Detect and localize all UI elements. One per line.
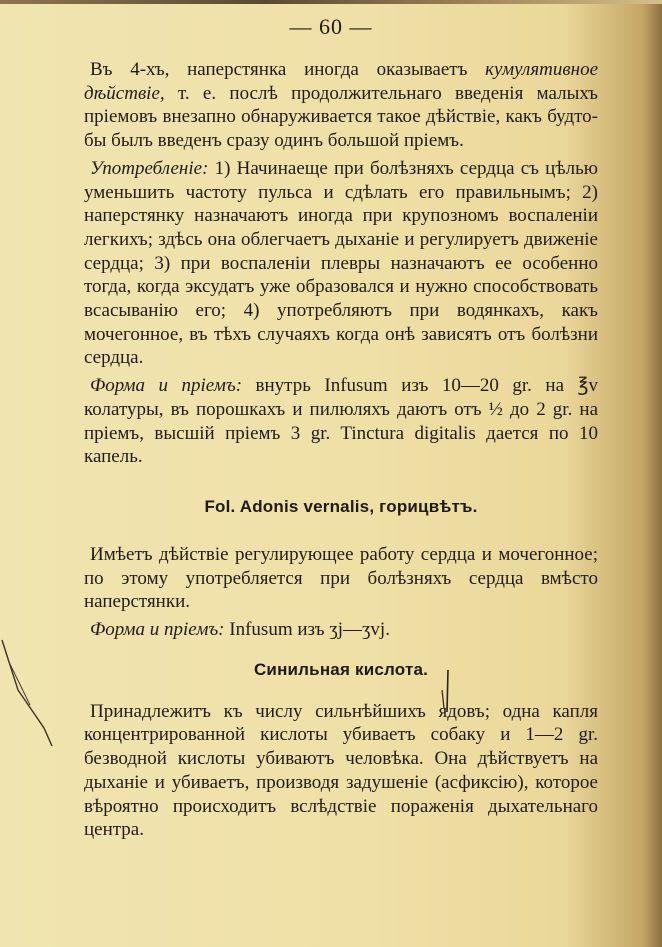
- page-body: [84, 58, 598, 846]
- section-heading-prussic-acid: Синильная кислота.: [253, 659, 429, 679]
- top-edge-rule: [0, 0, 662, 4]
- emphasis-term: кумулятивное дѣйствіе,: [84, 59, 598, 104]
- dosage-label: Форма и пріемъ:: [90, 375, 243, 397]
- paragraph-text: т. е. послѣ продолжительнаго введенія малыхъ пріемовъ внезапно обнаруживается такое дѣйствіе, какъ будто-бы былъ введенъ сразу одинъ большой пріемъ.: [84, 82, 598, 152]
- paragraph-adonis-action: Имѣетъ дѣйствіе регулирующее работу сердца и мочегонное; по этому употребляется при болѣзняхъ сердца вмѣсто наперстянки.: [84, 543, 598, 613]
- section-heading-adonis: Fol. Adonis vernalis, горицвѣтъ.: [204, 496, 478, 516]
- paragraph-adonis-dosage: [84, 618, 598, 642]
- dosage-label: Форма и пріемъ:: [90, 619, 225, 641]
- paragraph-text: Infusum изъ ʒj—ʒvj.: [224, 619, 390, 641]
- pencil-stroke: [2, 640, 52, 746]
- paragraph-dosage: [84, 374, 598, 469]
- page-number: — 60 —: [289, 14, 373, 39]
- paragraph-cumulative-action: [84, 58, 598, 153]
- paragraph-usage: [84, 157, 598, 370]
- paragraph-lead-text: Въ 4-хъ, наперстянка иногда оказываетъ: [90, 59, 486, 80]
- usage-label: Употребленіе:: [90, 157, 209, 179]
- paragraph-text: 1) Начинаеще при болѣзняхъ сердца съ цѣлью уменьшить частоту пульса и сдѣлать его правильнымъ; 2) наперстянку назначаютъ иногда при крупозномъ воспаленіи легкихъ; здѣсь она облегчаетъ дыханіе и регулируетъ движеніе сердца; 3) при воспаленіи плевры назначаютъ ее особенно тогда, когда эксудатъ уже образовался и нужно способствовать всасыванію его; 4) употребляютъ при водянкахъ, какъ мочегонное, въ тѣхъ случаяхъ когда онѣ зависятъ отъ болѣзни сердца.: [84, 157, 598, 369]
- paragraph-text: внутрь Infusum изъ 10—20 gr. на ℥v колатуры, въ порошкахъ и пилюляхъ даютъ отъ ½ до 2 gr. на пріемъ, высшій пріемъ 3 gr. Tinctura digitalis дается по 10 капель.: [84, 375, 599, 468]
- section-heading-wrap: [84, 660, 598, 680]
- section-heading-wrap: [84, 497, 598, 517]
- pencil-stroke: [8, 660, 30, 705]
- paragraph-prussic-acid: Принадлежитъ къ числу сильнѣйшихъ ядовъ; одна капля концентрированной кислоты убиваетъ собаку и 1—2 gr. безводной кислоты убиваютъ человѣка. Она дѣйствуетъ на дыханіе и убиваетъ, производя задушеніе (асфиксію), которое вѣроятно происходитъ вслѣдствіе пораженія дыхательнаго центра.: [84, 700, 598, 841]
